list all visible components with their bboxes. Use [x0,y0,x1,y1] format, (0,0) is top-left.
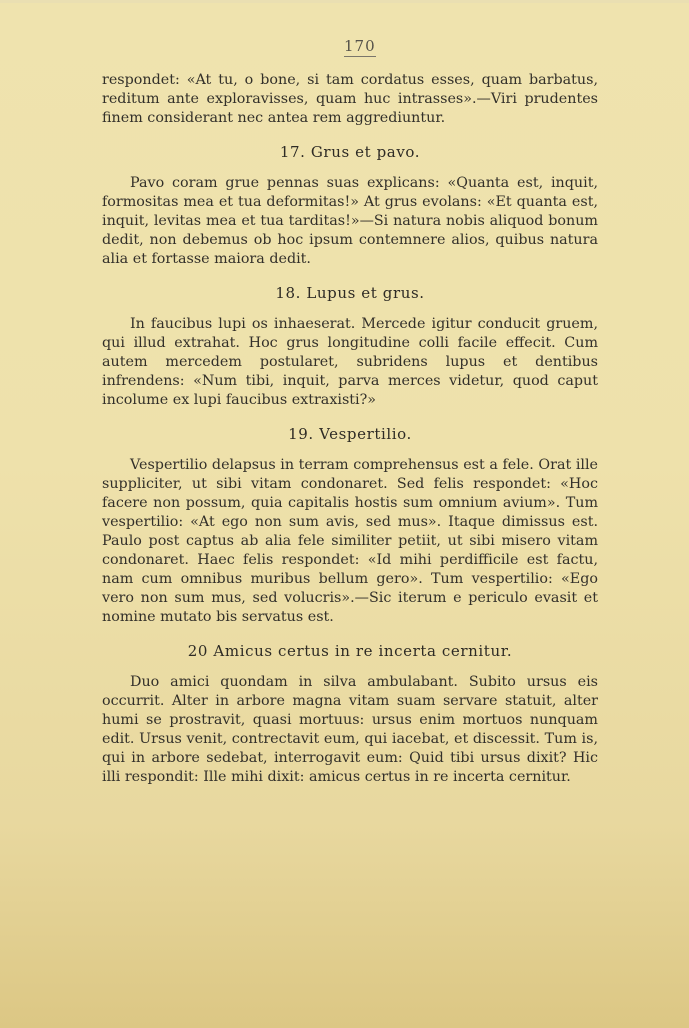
intro-paragraph: respondet: «At tu, o bone, si tam cordatus esses, quam barbatus, reditum ante exploravisses, quam huc intrasses».—Viri prudentes finem considerant nec antea rem aggrediuntur. [102,72,598,126]
fable-text-20: Duo amici quondam in silva ambulabant. Subito ursus eis occurrit. Alter in arbore magna vitam suam servare statuit, alter humi se prostravit, quasi mortuus: ursus enim mortuos nunquam edit. Ursus venit, contrectavit eum, qui iacebat, et discessit. Tum is, qui in arbore sedebat, interrogavit eum: Quid tibi ursus dixit? Hic illi respondit: Ille mihi dixit: amicus certus in re incerta cernitur. [102,674,598,785]
fable-heading-20: 20 Amicus certus in re incerta cernitur. [187,642,513,660]
fable-text-18: In faucibus lupi os inhaeserat. Mercede igitur conducit gruem, qui illud extrahat. Hoc grus longitudine colli facile effecit. Cum autem mercedem postularet, subridens lupus et dentibus infrendens: «Num tibi, inquit, parva merces videtur, quod caput incolume ex lupi faucibus extraxisti?» [102,316,598,408]
fable-text-17: Pavo coram grue pennas suas explicans: «Quanta est, inquit, formositas mea et tua deformitas!» At grus evolans: «Et quanta est, inquit, levitas mea et tua tarditas!»—Si natura nobis aliquod bonum dedit, non debemus ob hoc ipsum contemnere alios, quibus natura alia et fortasse maiora dedit. [102,175,598,267]
fable-heading-17: 17. Grus et pavo. [279,143,421,161]
fable-heading-19: 19. Vespertilio. [288,425,412,443]
page-text [102,71,598,787]
page-number: 170 [344,37,376,55]
fable-heading-18: 18. Lupus et grus. [275,284,425,302]
fable-text-19: Vespertilio delapsus in terram comprehensus est a fele. Orat ille suppliciter, ut sibi vitam condonaret. Sed felis respondet: «Hoc facere non possum, quia capitalis hostis sum omnium avium». Tum vespertilio: «At ego non sum avis, sed mus». Itaque dimissus est. Paulo post captus ab alia fele similiter petiit, ut sibi misero vitam condonaret. Haec felis respondet: «Id mihi perdifficile est factu, nam cum omnibus muribus bellum gero». Tum vespertilio: «Ego vero non sum mus, sed volucris».—Sic iterum e periculo evasit et nomine mutato bis servatus est. [102,457,598,625]
top-edge-rule [0,0,689,3]
